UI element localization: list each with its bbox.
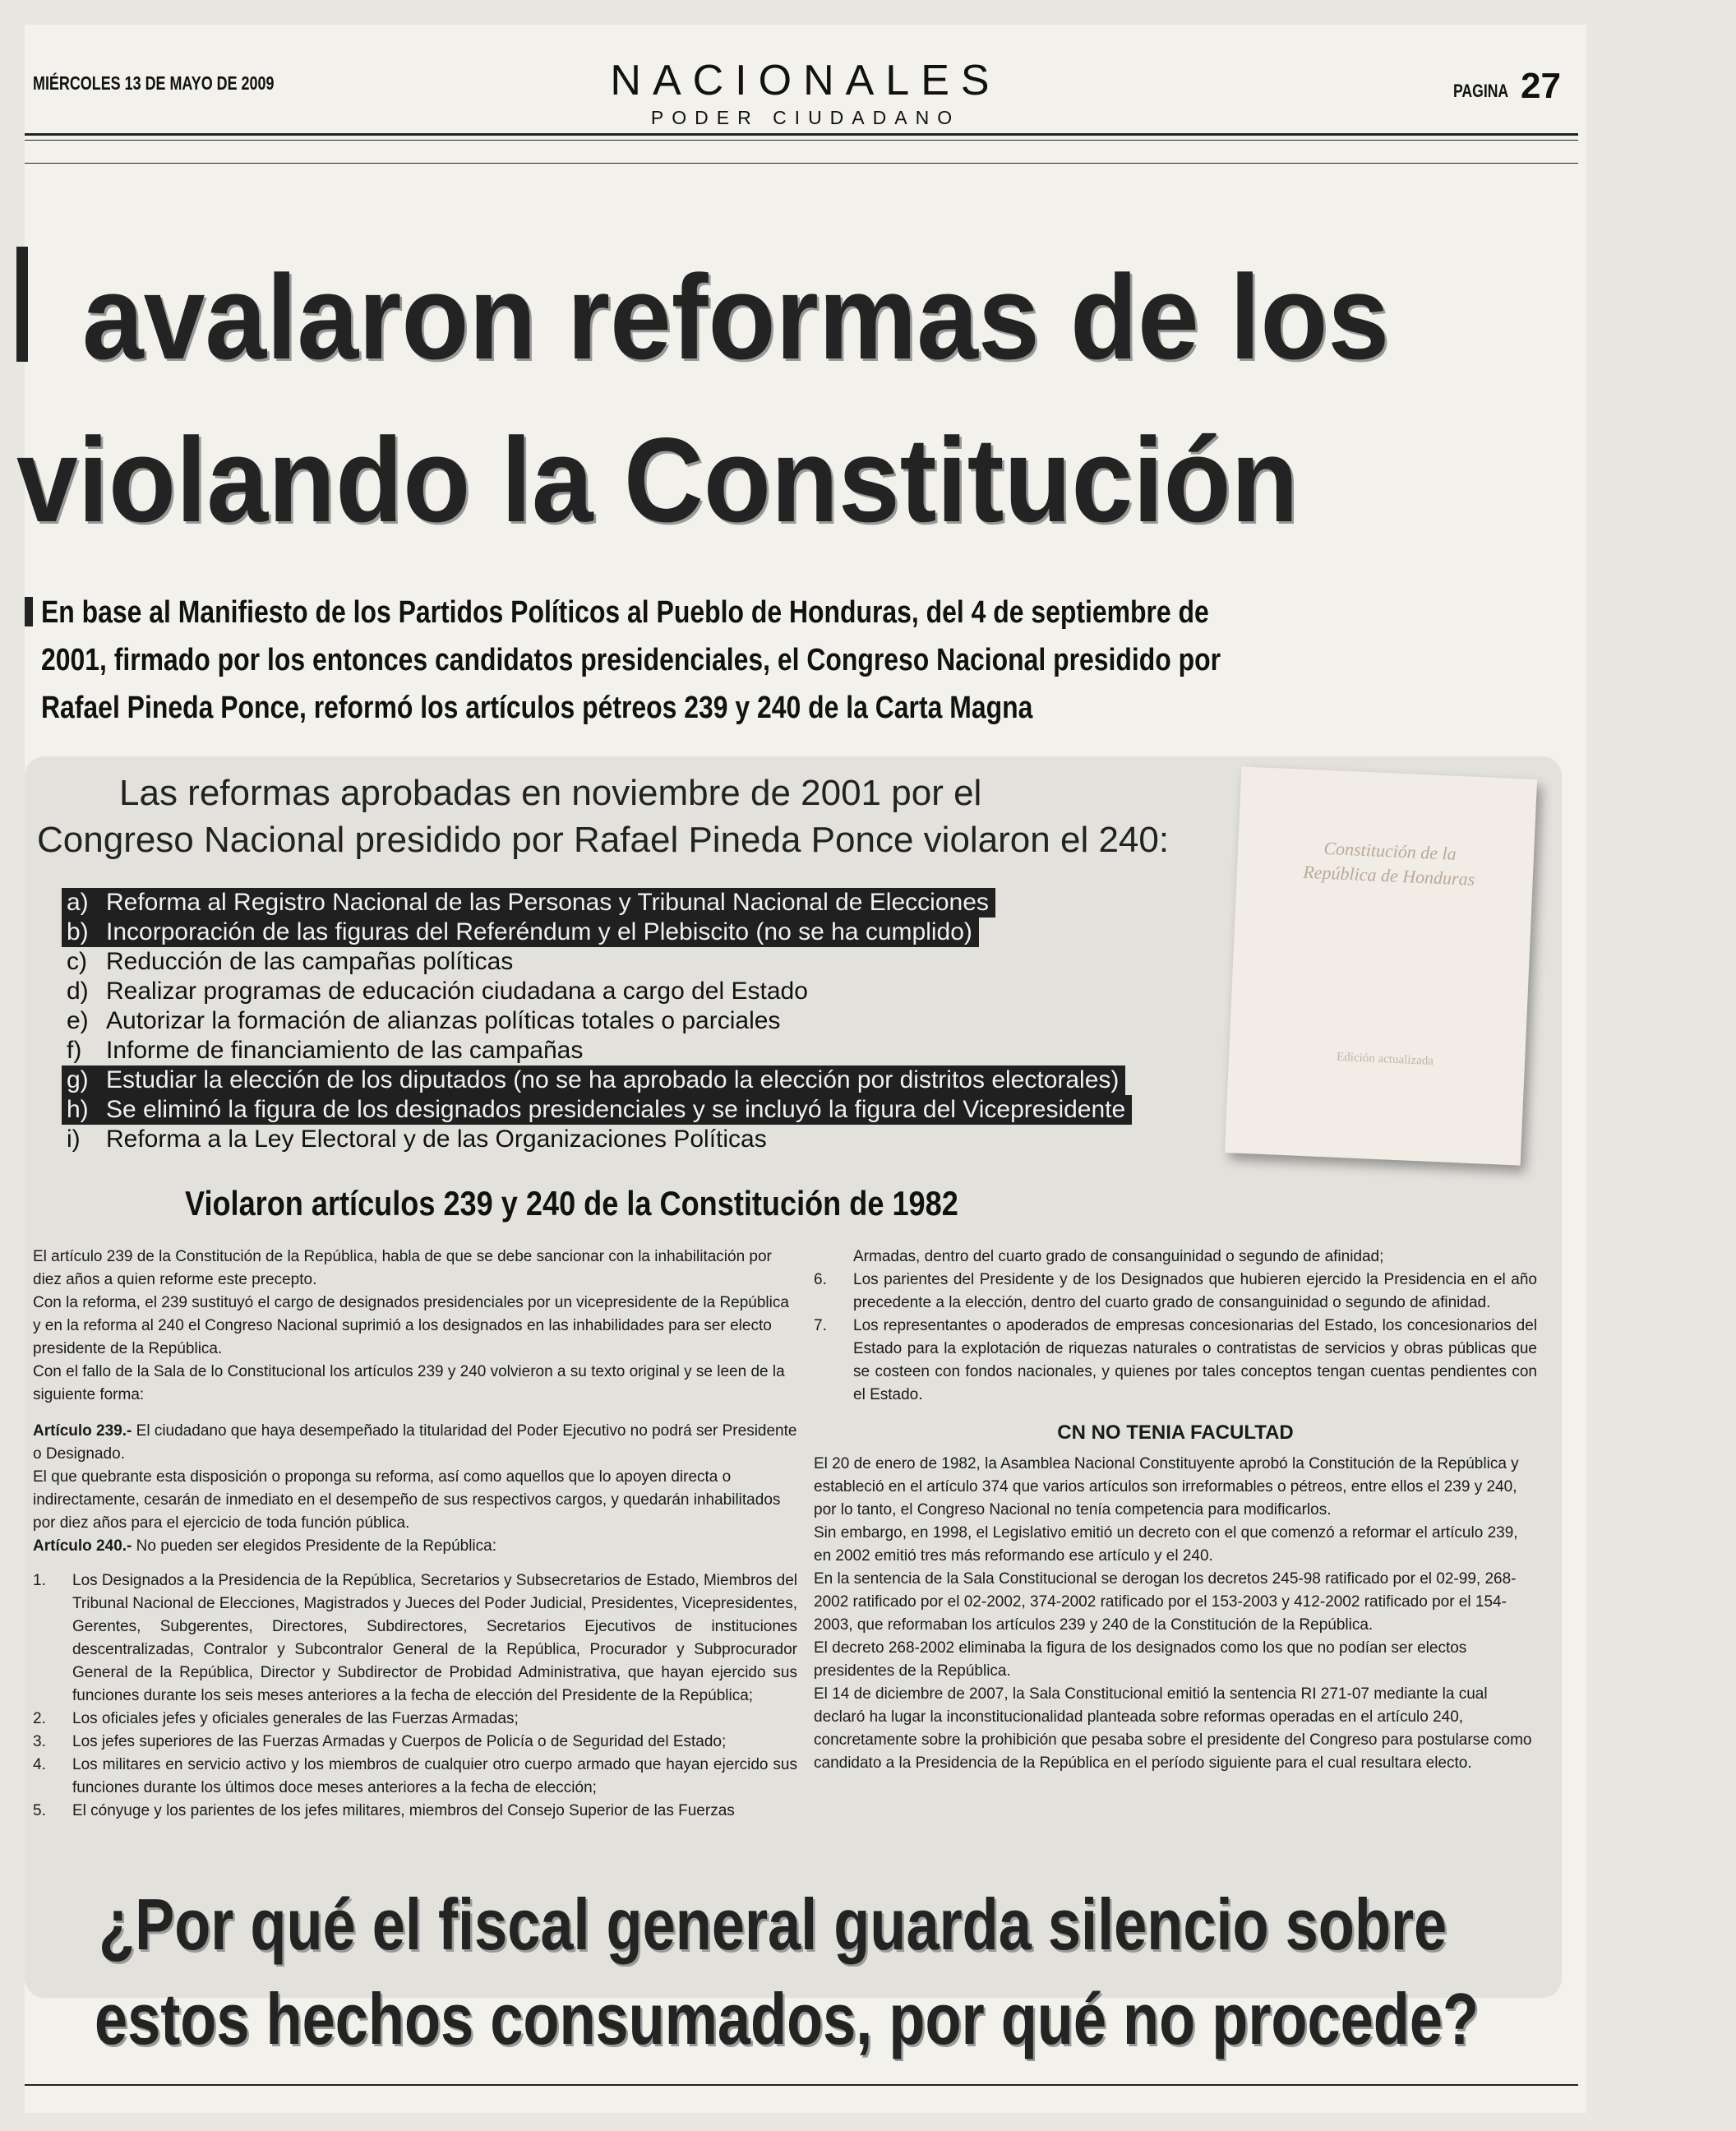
reform-letter: g) (67, 1066, 89, 1093)
constitution-book-image (1225, 766, 1537, 1165)
list-item (33, 1731, 797, 1754)
reform-item (62, 977, 1132, 1006)
list-text: Armadas, dentro del cuarto grado de consanguinidad o segundo de afinidad; (853, 1248, 1384, 1265)
reform-item (62, 947, 1132, 977)
list-item (814, 1269, 1537, 1315)
reform-letter: e) (67, 1007, 89, 1034)
reform-text: Reforma al Registro Nacional de las Personas y Tribunal Nacional de Elecciones (106, 889, 989, 916)
right-column (814, 1246, 1537, 1775)
list-item-continued (814, 1246, 1537, 1269)
reforms-box-title-line-2: Congreso Nacional presidido por Rafael Pineda Ponce violaron el 240: (37, 820, 1170, 860)
article-239-text-2: El que quebrante esta disposición o proponga su reforma, así como aquellos que lo apoyen directa o indirectamente, cesarán de inmediato en el desempeño de sus respectivos cargos, y quedarán inhabilitados por diez años para el ejercicio de toda función pública. (33, 1468, 781, 1532)
reform-item (62, 1125, 1132, 1154)
body-paragraph: El decreto 268-2002 eliminaba la figura de los designados como los que no podían ser electos presidentes de la República. (814, 1639, 1467, 1680)
reform-letter: b) (67, 918, 89, 945)
issue-date: MIÉRCOLES 13 DE MAYO DE 2009 (33, 72, 275, 94)
deck-line-3: Rafael Pineda Ponce, reformó los artículos pétreos 239 y 240 de la Carta Magna (41, 691, 1033, 725)
body-paragraph: En la sentencia de la Sala Constitucional se derogan los decretos 245-98 ratificado por el 02-99, 268-2002 ratificado por el 02-2002, 374-2002 ratificado por el 153-2003 y 412-2002 ratificado por el 154-2003, que reformaban los artículos 239 y 240 de la Constitución de la República. (814, 1570, 1517, 1634)
left-column (33, 1246, 797, 1823)
article-239-paragraph (33, 1420, 797, 1466)
body-paragraph: Sin embargo, en 1998, el Legislativo emitió un decreto con el que comenzó a reformar el artículo 239, en 2002 emitió tres más reformando ese artículo y el 240. (814, 1524, 1518, 1565)
reform-item (62, 1036, 1132, 1066)
book-subtitle: Edición actualizada (1336, 1050, 1434, 1068)
list-text: Los militares en servicio activo y los miembros de cualquier otro cuerpo armado que hayan ejercido sus funciones durante los últimos doce meses anteriores a la fecha de elección; (72, 1756, 797, 1796)
article-239-label: Artículo 239.- (33, 1422, 132, 1440)
article-240-text: No pueden ser elegidos Presidente de la República: (132, 1537, 496, 1555)
header-rule-thin-2 (25, 163, 1578, 164)
list-item (33, 1800, 797, 1823)
body-paragraph: El 20 de enero de 1982, la Asamblea Nacional Constituyente aprobó la Constitución de la República y estableció en el artículo 374 que varios artículos son irreformables o pétreos, entre ellos el 239 y 240, por lo tanto, el Congreso Nacional no tenía competencia para modificarlos. (814, 1455, 1519, 1519)
reform-item (62, 1006, 1132, 1036)
reform-text: Autorizar la formación de alianzas políticas totales o parciales (106, 1007, 781, 1034)
list-text: Los oficiales jefes y oficiales generales de las Fuerzas Armadas; (72, 1710, 519, 1727)
list-text: Los jefes superiores de las Fuerzas Armadas y Cuerpos de Policía o de Seguridad del Estado; (72, 1733, 727, 1750)
reform-item (62, 1095, 1132, 1125)
deck-line-1: En base al Manifiesto de los Partidos Políticos al Pueblo de Honduras, del 4 de septiembre de (41, 595, 1209, 630)
closing-question-line-1: ¿Por qué el fiscal general guarda silencio sobre (99, 1884, 1447, 1965)
headline-bar (16, 247, 28, 362)
list-number: 2. (33, 1710, 46, 1727)
list-number: 6. (814, 1271, 827, 1288)
list-item (33, 1708, 797, 1731)
reform-letter: f) (67, 1037, 82, 1064)
page-number: 27 (1521, 66, 1561, 106)
cn-heading: CN NO TENIA FACULTAD (1057, 1421, 1294, 1444)
list-number: 1. (33, 1572, 46, 1589)
headline-line-1: avalaron reformas de los (82, 250, 1390, 384)
article-240-label: Artículo 240.- (33, 1537, 132, 1555)
reforms-list (62, 888, 1132, 1154)
book-title: Constitución de la República de Honduras (1302, 837, 1475, 890)
list-text: Los Designados a la Presidencia de la República, Secretarios y Subsecretarios de Estado, Miembros del Tribunal Nacional de Elecciones, Magistrados y Jueces del Poder Judicial, Presidentes, Vicepresidentes, Gerentes, Subgerentes, Directores, Subdirectores, Secretarios Ejecutivos de instituciones descentralizadas, Contralor y Subcontralor General de la República, Procurador y Subprocurador General de la República, Director y Subdirector de Probidad Administrativa, que hayan ejercido sus funciones durante los seis meses anteriores a la fecha de elección del Presidente de la República; (72, 1572, 797, 1704)
deck-line-2: 2001, firmado por los entonces candidatos presidenciales, el Congreso Nacional presidido por (41, 643, 1221, 677)
reform-text: Reducción de las campañas políticas (106, 948, 514, 975)
page-label: PAGINA (1453, 81, 1509, 101)
reform-text: Realizar programas de educación ciudadana a cargo del Estado (106, 978, 808, 1005)
list-item (814, 1315, 1537, 1407)
list-item (33, 1569, 797, 1708)
list-number: 3. (33, 1733, 46, 1750)
intro-paragraph: Con el fallo de la Sala de lo Constitucional los artículos 239 y 240 volvieron a su texto original y se leen de la siguiente forma: (33, 1363, 785, 1403)
reform-text: Estudiar la elección de los diputados (no se ha aprobado la elección por distritos electorales) (106, 1066, 1120, 1093)
reform-item (62, 888, 995, 918)
reform-text: Informe de financiamiento de las campañas (106, 1037, 584, 1064)
list-number: 7. (814, 1317, 827, 1334)
reform-letter: c) (67, 948, 87, 975)
reform-text: Incorporación de las figuras del Referéndum y el Plebiscito (no se ha cumplido) (106, 918, 972, 945)
list-number: 5. (33, 1802, 46, 1819)
headline-line-2: violando la Constitución (16, 413, 1299, 547)
reforms-box-title-line-1: Las reformas aprobadas en noviembre de 2001 por el (119, 773, 982, 813)
articles-subhead: Violaron artículos 239 y 240 de la Constitución de 1982 (185, 1184, 958, 1223)
header-rule-thin (25, 140, 1578, 141)
article-240-paragraph (33, 1535, 797, 1558)
newspaper-page (16, 25, 1586, 2113)
closing-question-line-2: estos hechos consumados, por qué no procede? (95, 1978, 1480, 2059)
article-239-text: El ciudadano que haya desempeñado la titularidad del Poder Ejecutivo no podrá ser Presidente o Designado. (33, 1422, 797, 1463)
reform-letter: a) (67, 889, 89, 916)
deck (41, 589, 1484, 732)
section-subtitle: PODER CIUDADANO (650, 107, 961, 128)
reform-text: Reforma a la Ley Electoral y de las Organizaciones Políticas (106, 1126, 767, 1153)
intro-paragraph: El artículo 239 de la Constitución de la República, habla de que se debe sancionar con la inhabilitación por diez años a quien reforme este precepto. (33, 1248, 772, 1288)
list-text: El cónyuge y los parientes de los jefes militares, miembros del Consejo Superior de las Fuerzas (72, 1802, 735, 1819)
footer-rule (25, 2084, 1578, 2086)
list-text: Los representantes o apoderados de empresas concesionarias del Estado, los concesionarios del Estado para la explotación de riquezas naturales o contratistas de servicios y obras públicas que se costeen con fondos nacionales, y quienes por tales conceptos tengan cuentas pendientes con el Estado. (853, 1317, 1537, 1403)
reform-letter: h) (67, 1096, 89, 1123)
reform-item (62, 1066, 1125, 1095)
reform-letter: d) (67, 978, 89, 1005)
reform-text: Se eliminó la figura de los designados presidenciales y se incluyó la figura del Vicepresidente (106, 1096, 1126, 1123)
list-text: Los parientes del Presidente y de los Designados que hubieren ejercido la Presidencia en el año precedente a la elección, dentro del cuarto grado de consanguinidad o segundo de afinidad. (853, 1271, 1537, 1311)
deck-bullet (25, 597, 33, 626)
header-rule (25, 133, 1578, 136)
reform-letter: i) (67, 1126, 81, 1153)
body-paragraph: El 14 de diciembre de 2007, la Sala Constitucional emitió la sentencia RI 271-07 mediante la cual declaró ha lugar la inconstitucionalidad planteada sobre reformas operadas en el artículo 240, concretamente sobre la prohibición que pesaba sobre el presidente del Congreso para postularse como candidato a la Presidencia de la República en el período siguiente para el cual resultara electo. (814, 1685, 1532, 1772)
intro-paragraph: Con la reforma, el 239 sustituyó el cargo de designados presidenciales por un vicepresidente de la República y en la reforma al 240 el Congreso Nacional suprimió a los designados en las inhabilidades para ser electo presidente de la República. (33, 1294, 789, 1357)
list-number: 4. (33, 1756, 46, 1773)
reform-item (62, 918, 979, 947)
section-title: NACIONALES (610, 57, 1001, 104)
list-item (33, 1754, 797, 1800)
